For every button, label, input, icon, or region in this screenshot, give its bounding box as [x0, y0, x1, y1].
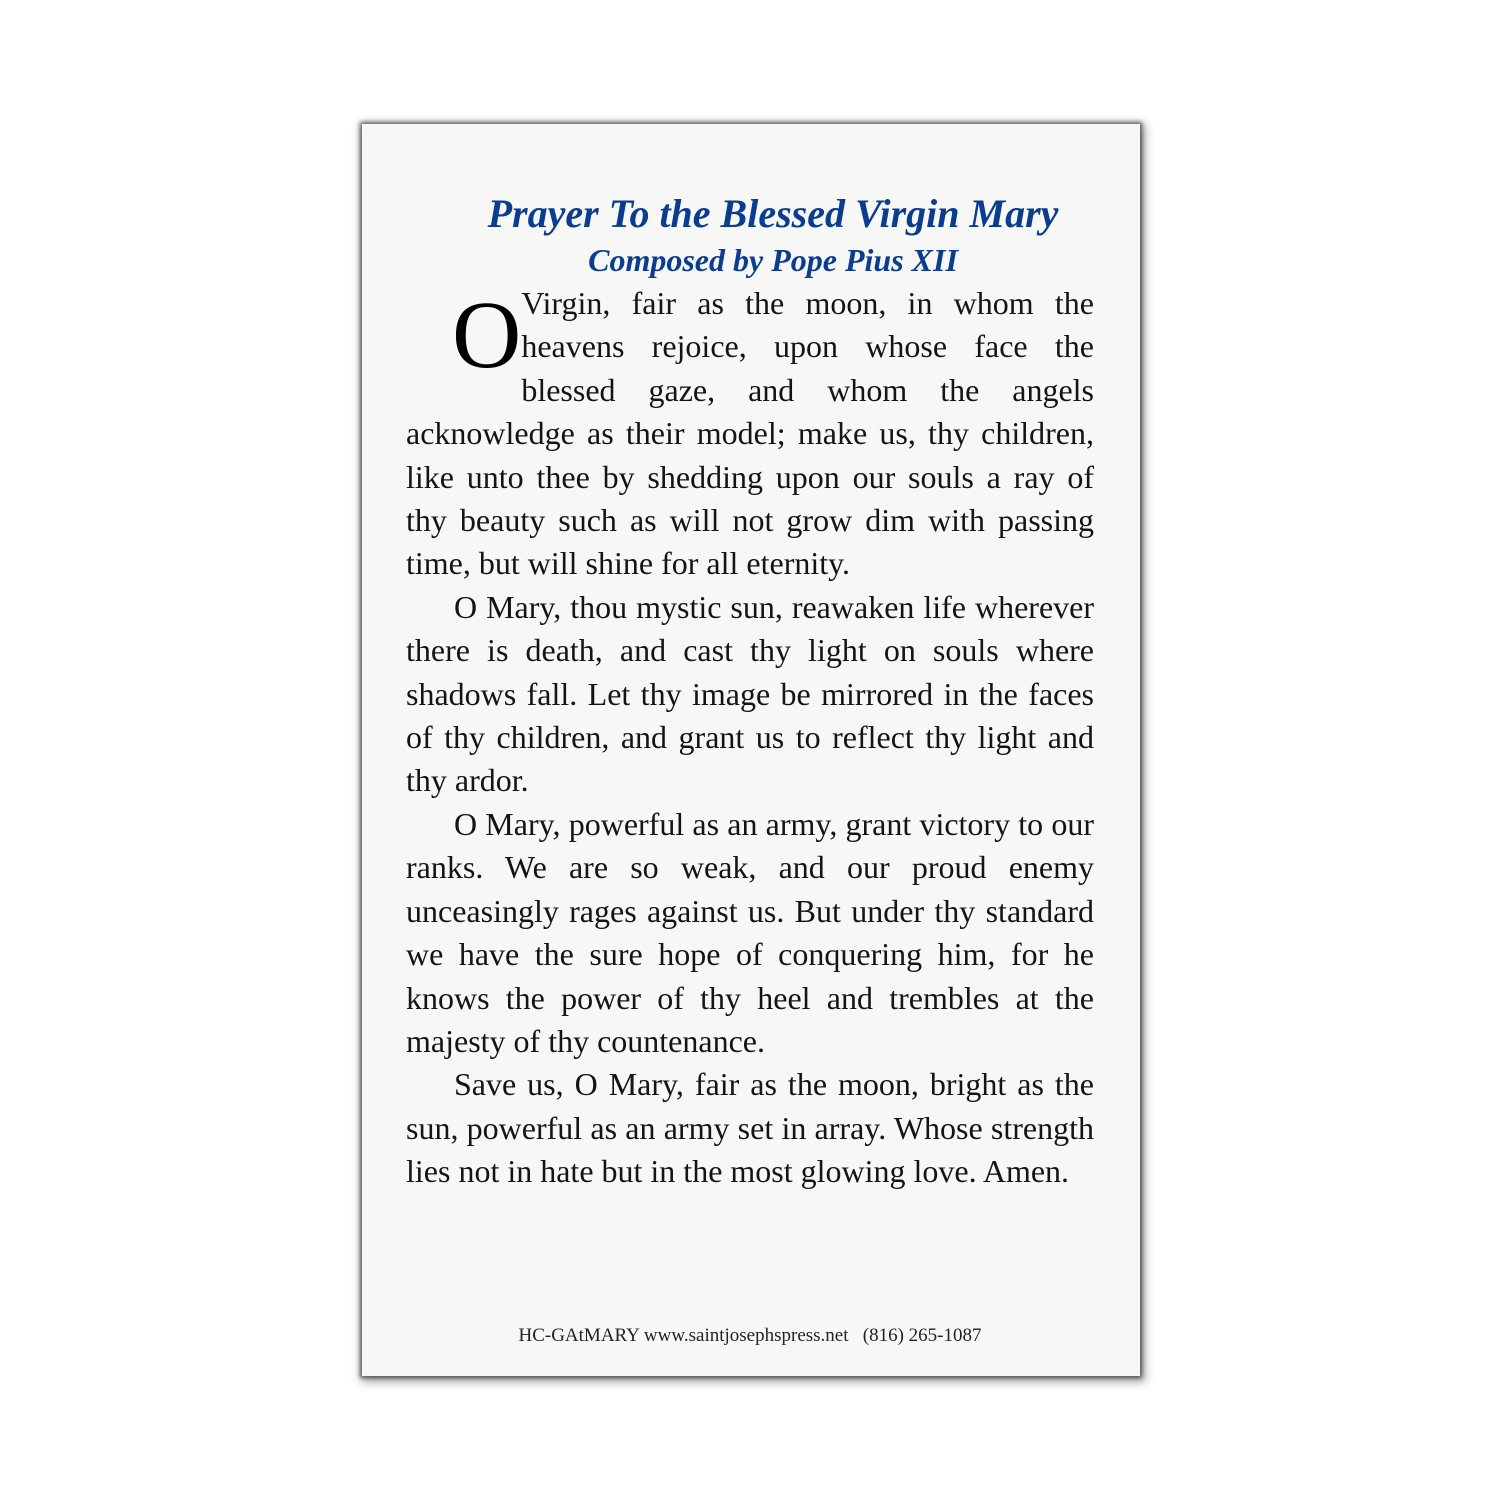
prayer-paragraph-2: O Mary, thou mystic sun, reawaken life wherever there is death, and cast thy light on souls where shadows fall. Let thy image be mirrored in the faces of thy children, and grant us to reflect thy light and thy ardor.: [406, 588, 1094, 799]
prayer-body: [406, 282, 1094, 1194]
prayer-paragraph-3: O Mary, powerful as an army, grant victory to our ranks. We are so weak, and our proud enemy unceasingly rages against us. But under thy standard we have the sure hope of conquering him, for he knows the power of thy heel and trembles at the majesty of thy countenance.: [406, 805, 1094, 1059]
prayer-paragraph-1-text: Virgin, fair as the moon, in whom the heavens rejoice, upon whose face the blessed gaze, and whom the angels acknowledge as their model; make us, thy children, like unto thee by shedding upon our souls a ray of thy beauty such as will not grow dim with passing time, but will shine for all eternity.: [406, 285, 1094, 582]
drop-cap-letter: O: [452, 281, 522, 388]
card-footer: HC-GAtMARY www.saintjosephspress.net (816) 265-1087: [518, 1325, 982, 1346]
prayer-paragraph-1: [406, 282, 1094, 586]
prayer-paragraph-4: Save us, O Mary, fair as the moon, bright as the sun, powerful as an army set in array. Whose strength lies not in hate but in the most glowing love. Amen.: [406, 1066, 1094, 1190]
card-title: Prayer To the Blessed Virgin Mary: [487, 191, 1059, 236]
card-subtitle: Composed by Pope Pius XII: [588, 242, 958, 278]
